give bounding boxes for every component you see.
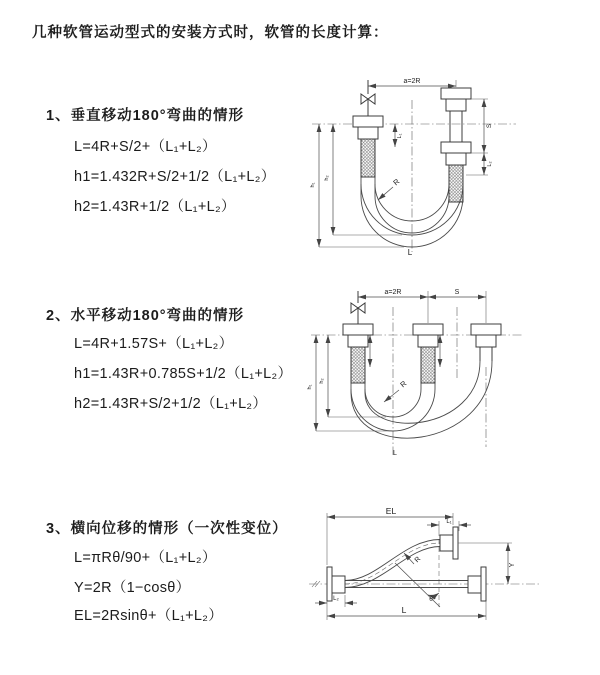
left-pipe-assembly	[353, 116, 383, 177]
dim-label-el: EL	[385, 506, 397, 516]
dim-label-a2r: a=2R	[384, 289, 402, 296]
dim-label-l1: L₁	[446, 519, 452, 525]
dim-label-h2: h₂	[319, 378, 325, 384]
diagram-vertical-180-bend	[306, 72, 556, 258]
radius-label: R	[413, 555, 423, 565]
length-label: L	[393, 450, 397, 457]
section-3-formula-EL: EL=2Rsinθ+（L₁+L₂）	[74, 608, 224, 624]
dim-label-s: S	[486, 123, 493, 129]
dim-label-s: S	[454, 289, 460, 296]
diagram-horizontal-180-bend	[306, 283, 558, 463]
angle-label: θ	[429, 596, 433, 603]
section-3-formula-Y: Y=2R（1−cosθ）	[74, 580, 191, 596]
right-pipe-assembly	[441, 88, 471, 202]
dim-label-h1: h₁	[310, 182, 316, 188]
left-pipe-assembly	[343, 324, 373, 383]
radius-label: R	[391, 176, 402, 188]
lower-right-flange	[468, 567, 486, 601]
section-3-formula-L: L=πRθ/90+（L₁+L₂）	[74, 550, 217, 566]
length-label: L	[401, 605, 407, 615]
section-2-formula-L: L=4R+1.57S+（L₁+L₂）	[74, 336, 234, 352]
dim-label-l2: L₂	[487, 161, 493, 167]
section-1-heading: 1、垂直移动180°弯曲的情形	[46, 108, 245, 124]
dim-label-a2r: a=2R	[403, 78, 421, 85]
section-2-formula-h2: h2=1.43R+S/2+1/2（L₁+L₂）	[74, 396, 268, 412]
dimension-lines	[316, 291, 486, 431]
dim-label-y: Y	[509, 562, 516, 568]
centerlines	[312, 100, 516, 252]
dim-label-h2: h₂	[324, 175, 330, 181]
section-2-formula-h1: h1=1.43R+0.785S+1/2（L₁+L₂）	[74, 366, 293, 382]
valve-symbol	[361, 80, 375, 116]
dim-label-l2: L₂	[333, 596, 339, 602]
dim-label-l1: L₁	[397, 133, 403, 139]
section-1-formula-h1: h1=1.432R+S/2+1/2（L₁+L₂）	[74, 169, 276, 185]
upper-right-flange	[440, 527, 458, 559]
right-pipe-assembly	[471, 324, 501, 361]
length-label: L	[407, 248, 413, 257]
section-1-formula-h2: h2=1.43R+1/2（L₁+L₂）	[74, 199, 236, 215]
section-3-heading: 3、横向位移的情形（一次性变位）	[46, 521, 288, 537]
page-title: 几种软管运动型式的安装方式时，软管的长度计算：	[32, 25, 389, 41]
radius-label: R	[398, 378, 409, 390]
valve-symbol	[351, 291, 365, 324]
section-1-formula-L: L=4R+S/2+（L₁+L₂）	[74, 139, 217, 155]
dim-label-h1: h₁	[307, 384, 313, 390]
diagram-lateral-displacement	[303, 503, 567, 633]
section-2-heading: 2、水平移动180°弯曲的情形	[46, 308, 245, 324]
middle-pipe-assembly	[413, 324, 443, 383]
